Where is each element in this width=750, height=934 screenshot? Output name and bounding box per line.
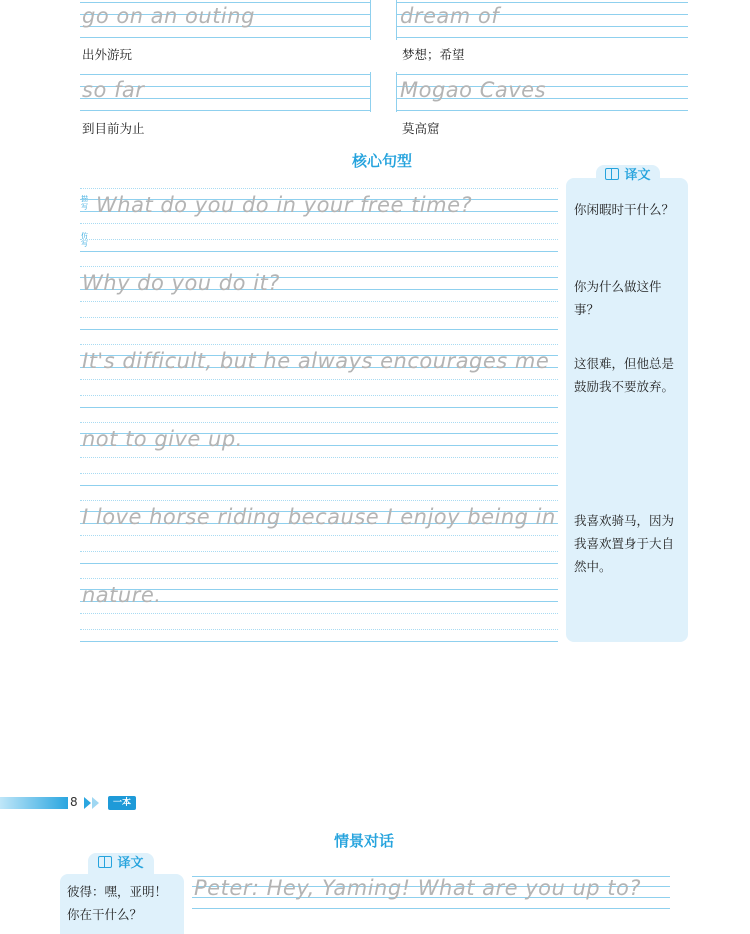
column-divider (370, 72, 371, 112)
rule-line (80, 251, 558, 252)
dialogue-translation-text: 彼得：嘿，亚明！你在干什么？ (67, 884, 168, 922)
rule-line (80, 2, 370, 3)
rule-line (192, 908, 670, 909)
book-icon (605, 168, 619, 180)
rule-line (80, 239, 558, 240)
rule-line (80, 485, 558, 486)
rule-line (80, 37, 370, 38)
rule-line (80, 473, 558, 474)
sentence-4a: I love horse riding because I enjoy being in (82, 505, 556, 529)
dialogue-translation-tab (88, 853, 154, 877)
column-divider (396, 72, 397, 112)
rule-line (80, 329, 558, 330)
rule-line (80, 379, 558, 380)
vocab-chinese-2: 梦想；希望 (402, 47, 465, 62)
dialogue-title: 情景对话 (334, 832, 395, 850)
dialogue-line-1: Peter: Hey, Yaming! What are you up to? (194, 876, 642, 900)
vocab-chinese-3: 到目前为止 (82, 121, 145, 136)
chevron-right-icon (92, 797, 99, 809)
sentence-3b: not to give up. (82, 427, 243, 451)
sentence-2: Why do you do it? (82, 271, 280, 295)
rule-line (80, 535, 558, 536)
brand-badge: 一本 (108, 796, 136, 810)
rule-line (80, 223, 558, 224)
translation-3: 这很难，但他总是鼓励我不要放弃。 (574, 356, 675, 394)
translation-4: 我喜欢骑马，因为我喜欢置身于大自然中。 (574, 513, 675, 574)
rule-line (80, 344, 558, 345)
vocab-english-4: Mogao Caves (400, 78, 547, 102)
rule-line (80, 74, 370, 75)
vocab-english-1: go on an outing (82, 4, 255, 28)
rule-line (80, 407, 558, 408)
vocab-english-3: so far (82, 78, 145, 102)
rule-line (80, 422, 558, 423)
rule-line (80, 500, 558, 501)
dialogue-translation-tab-label: 译文 (117, 856, 144, 871)
rule-line (80, 578, 558, 579)
book-icon (98, 856, 112, 868)
trace-label: 描写 (81, 195, 88, 211)
sentence-4b: nature. (82, 583, 162, 607)
rule-line (80, 301, 558, 302)
vocab-chinese-1: 出外游玩 (82, 47, 133, 62)
rule-line (80, 457, 558, 458)
rule-line (80, 641, 558, 642)
rule-line (80, 613, 558, 614)
chevron-right-icon (84, 797, 91, 809)
translation-1: 你闲暇时干什么？ (574, 202, 675, 217)
column-divider (396, 0, 397, 40)
vocab-english-2: dream of (400, 4, 500, 28)
rule-line (396, 74, 688, 75)
column-divider (370, 0, 371, 40)
translation-2: 你为什么做这件事？ (574, 279, 662, 317)
rule-line (396, 110, 688, 111)
translation-tab-label: 译文 (624, 168, 651, 183)
rule-line (80, 563, 558, 564)
rule-line (80, 629, 558, 630)
copy-label: 仿写 (81, 232, 88, 248)
rule-line (80, 551, 558, 552)
rule-line (80, 395, 558, 396)
rule-line (396, 37, 688, 38)
rule-line (80, 317, 558, 318)
vocab-chinese-4: 莫高窟 (402, 121, 440, 136)
rule-line (80, 188, 558, 189)
key-sentences-title: 核心句型 (352, 152, 413, 170)
page-number: 8 (70, 795, 78, 809)
sentence-3a: It's difficult, but he always encourages me (82, 349, 550, 373)
sentence-1: What do you do in your free time? (96, 193, 473, 217)
translation-tab (596, 165, 660, 189)
rule-line (80, 266, 558, 267)
page-number-bar (0, 797, 68, 809)
rule-line (80, 110, 370, 111)
rule-line (396, 2, 688, 3)
